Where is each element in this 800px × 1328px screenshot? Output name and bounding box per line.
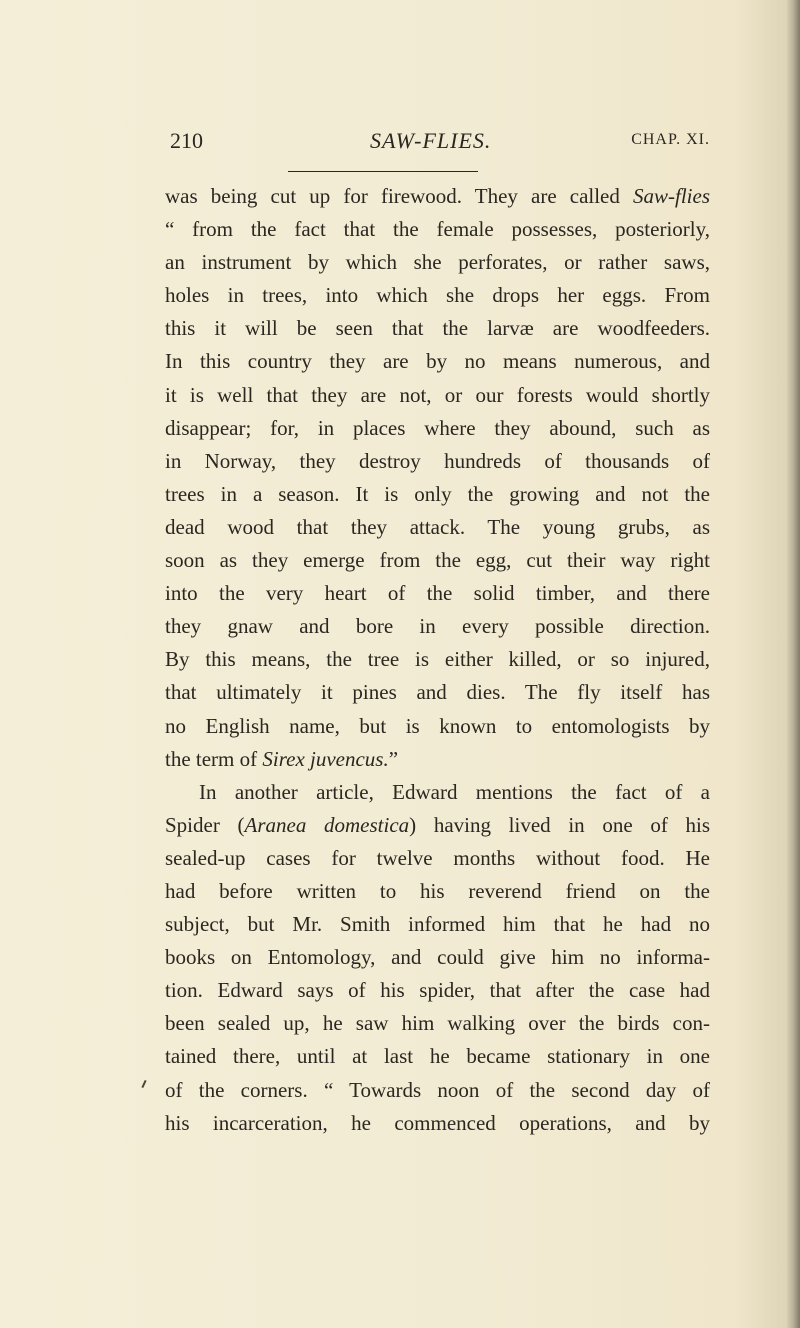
text-line <box>165 809 710 842</box>
text-run: In this country they are by no means numerous, and <box>165 349 710 374</box>
text-line <box>165 345 710 378</box>
text-run: in Norway, they destroy hundreds of thousands of <box>165 448 710 473</box>
text-line <box>165 974 710 1007</box>
text-line <box>165 941 710 974</box>
text-line <box>165 312 710 345</box>
text-run: dead wood that they attack. The young grubs, as <box>165 514 710 539</box>
text-line <box>165 445 710 478</box>
text-run: soon as they emerge from the egg, cut their way right <box>165 548 710 573</box>
text-line <box>165 478 710 511</box>
text-run: ” <box>388 746 399 771</box>
text-line <box>165 1007 710 1040</box>
text-run: tained there, until at last he became stationary in one <box>165 1044 710 1069</box>
text-run: into the very heart of the solid timber, and there <box>165 581 710 606</box>
text-run: tion. Edward says of his spider, that after the case had <box>165 978 710 1003</box>
italic-text: Saw-flies <box>633 184 710 208</box>
text-line <box>165 379 710 412</box>
text-line <box>165 908 710 941</box>
text-line <box>165 246 710 279</box>
text-line <box>165 279 710 312</box>
text-run: trees in a season. It is only the growing and not the <box>165 481 710 506</box>
text-run: the term of <box>165 746 263 771</box>
body-text <box>165 180 710 1140</box>
italic-text: Sirex juvencus. <box>262 746 389 771</box>
text-line <box>165 875 710 908</box>
text-run: In another article, Edward mentions the fact of a <box>199 779 710 804</box>
text-run: disappear; for, in places where they abound, such as <box>165 415 710 440</box>
header-rule <box>288 171 478 172</box>
text-run: this it will be seen that the larvæ are woodfeeders. <box>165 316 710 341</box>
text-line <box>165 610 710 643</box>
text-line <box>165 1074 710 1107</box>
text-line <box>165 1040 710 1073</box>
page-number: 210 <box>170 128 203 153</box>
text-run: sealed-up cases for twelve months without food. He <box>165 845 710 870</box>
text-line <box>165 213 710 246</box>
italic-text: Aranea domestica <box>244 812 410 837</box>
text-run: an instrument by which she perforates, or rather saws, <box>165 250 710 275</box>
text-line <box>165 577 710 610</box>
text-line <box>165 1107 710 1140</box>
text-line <box>165 776 710 809</box>
margin-mark <box>141 1080 146 1088</box>
text-run: his incarceration, he commenced operations, and by <box>165 1110 710 1135</box>
text-line <box>165 180 710 213</box>
running-title: SAW-FLIES. <box>370 128 492 153</box>
text-run: By this means, the tree is either killed, or so injured, <box>165 647 710 672</box>
page-edge-shadow <box>786 0 800 1328</box>
text-line <box>165 710 710 743</box>
text-run: Spider ( <box>165 812 245 837</box>
chapter-label: CHAP. XI. <box>631 131 710 148</box>
text-line <box>165 643 710 676</box>
text-run: of the corners. “ Towards noon of the second day of <box>165 1077 710 1102</box>
text-run: it is well that they are not, or our forests would shortly <box>165 382 710 407</box>
text-line <box>165 676 710 709</box>
text-run: books on Entomology, and could give him no informa- <box>165 945 710 970</box>
text-run: had before written to his reverend friend on the <box>165 878 710 903</box>
text-run: “ from the fact that the female possesses, posteriorly, <box>165 217 710 242</box>
text-run: ) having lived in one of his <box>409 812 710 837</box>
text-run: holes in trees, into which she drops her eggs. From <box>165 283 710 308</box>
text-run: they gnaw and bore in every possible direction. <box>165 614 710 639</box>
text-line <box>165 412 710 445</box>
running-head <box>170 128 710 162</box>
text-run: subject, but Mr. Smith informed him that he had no <box>165 912 710 937</box>
text-run: was being cut up for firewood. They are called <box>165 184 633 208</box>
text-line <box>165 544 710 577</box>
text-line <box>165 743 710 776</box>
text-run: no English name, but is known to entomologists by <box>165 713 710 738</box>
text-run: been sealed up, he saw him walking over the birds con- <box>165 1011 710 1036</box>
text-line <box>165 842 710 875</box>
text-run: that ultimately it pines and dies. The fly itself has <box>165 680 710 705</box>
text-line <box>165 511 710 544</box>
